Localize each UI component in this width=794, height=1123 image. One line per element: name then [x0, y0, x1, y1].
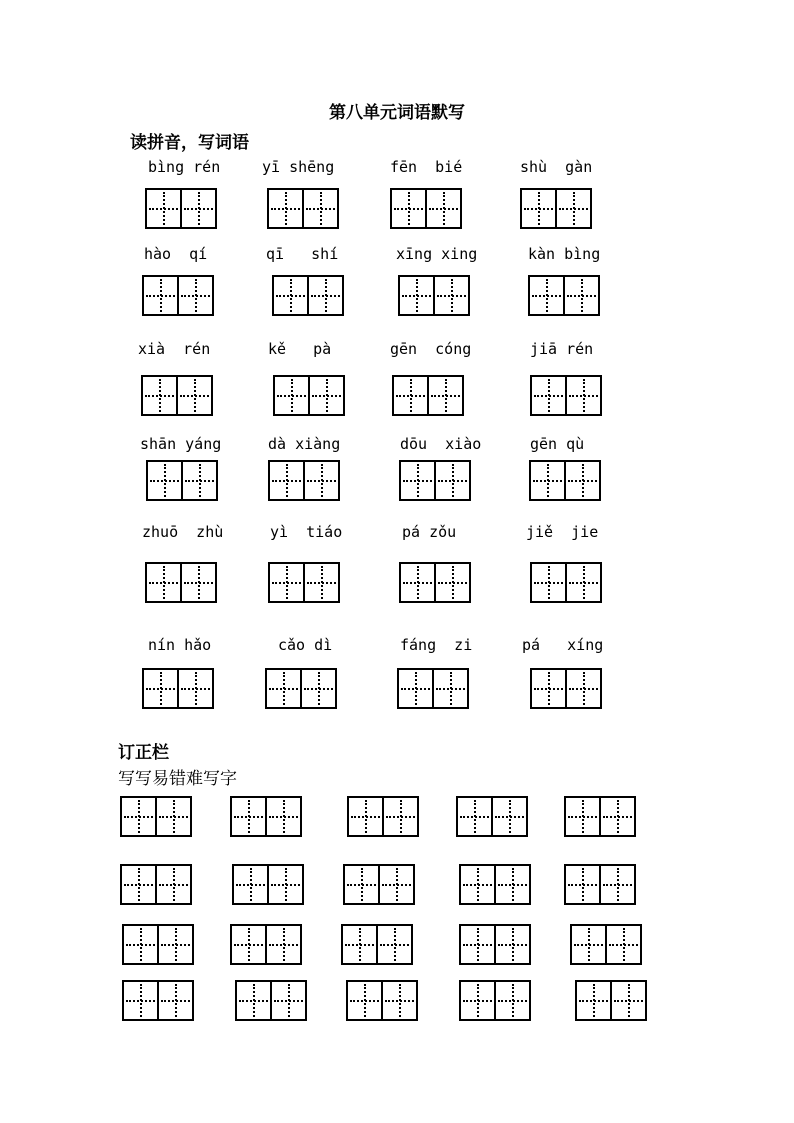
answer-grid[interactable] — [528, 275, 600, 316]
tian-grid-cell[interactable] — [176, 377, 211, 414]
tian-grid-cell[interactable] — [531, 462, 564, 499]
tian-grid-cell[interactable] — [494, 926, 529, 963]
tian-grid-cell[interactable] — [302, 190, 337, 227]
tian-grid-cell[interactable] — [425, 190, 460, 227]
tian-grid-cell[interactable] — [394, 377, 427, 414]
pinyin-label: qī shí — [266, 245, 339, 263]
tian-grid-cell[interactable] — [427, 377, 462, 414]
tian-grid-cell[interactable] — [143, 377, 176, 414]
tian-grid-cell[interactable] — [124, 926, 157, 963]
pinyin-label: gēn cóng — [390, 340, 472, 358]
tian-grid-cell[interactable] — [155, 866, 190, 903]
tian-grid-cell[interactable] — [532, 564, 565, 601]
tian-grid-cell[interactable] — [177, 670, 212, 707]
pinyin-label: fēn bié — [390, 158, 463, 176]
answer-grid[interactable] — [530, 668, 602, 709]
practice-grid[interactable] — [230, 924, 302, 965]
tian-grid-cell[interactable] — [599, 798, 634, 835]
section-heading-dictation: 读拼音，写词语 — [130, 133, 249, 153]
tian-grid-cell[interactable] — [433, 277, 468, 314]
tian-grid-cell[interactable] — [605, 926, 640, 963]
answer-grid[interactable] — [399, 562, 471, 603]
tian-grid-cell[interactable] — [234, 866, 267, 903]
tian-grid-cell[interactable] — [265, 798, 300, 835]
pinyin-label: hào qí — [144, 245, 208, 263]
tian-grid-cell[interactable] — [144, 277, 177, 314]
tian-grid-cell[interactable] — [232, 798, 265, 835]
tian-grid-cell[interactable] — [155, 798, 190, 835]
pinyin-label: cǎo dì — [278, 636, 333, 654]
practice-grid[interactable] — [122, 924, 194, 965]
pinyin-label: pá zǒu — [402, 523, 457, 541]
pinyin-label: yì tiáo — [270, 523, 343, 541]
tian-grid-cell[interactable] — [122, 798, 155, 835]
tian-grid-cell[interactable] — [348, 982, 381, 1019]
tian-grid-cell[interactable] — [432, 670, 467, 707]
pinyin-label: bìng rén — [148, 158, 221, 176]
tian-grid-cell[interactable] — [401, 564, 434, 601]
tian-grid-cell[interactable] — [270, 462, 303, 499]
tian-grid-cell[interactable] — [461, 866, 494, 903]
tian-grid-cell[interactable] — [382, 798, 417, 835]
tian-grid-cell[interactable] — [555, 190, 590, 227]
tian-grid-cell[interactable] — [522, 190, 555, 227]
tian-grid-cell[interactable] — [147, 564, 180, 601]
practice-grid[interactable] — [122, 980, 194, 1021]
pinyin-label: xià rén — [138, 340, 211, 358]
answer-grid[interactable] — [392, 375, 464, 416]
answer-grid[interactable] — [146, 460, 218, 501]
pinyin-label: zhuō zhù — [142, 523, 224, 541]
answer-grid[interactable] — [141, 375, 213, 416]
section-heading-practice: 写写易错难写字 — [118, 769, 237, 789]
tian-grid-cell[interactable] — [177, 277, 212, 314]
pinyin-label: pá xíng — [522, 636, 604, 654]
tian-grid-cell[interactable] — [378, 866, 413, 903]
tian-grid-cell[interactable] — [345, 866, 378, 903]
answer-grid[interactable] — [520, 188, 592, 229]
answer-grid[interactable] — [145, 188, 217, 229]
tian-grid-cell[interactable] — [566, 798, 599, 835]
answer-grid[interactable] — [142, 668, 214, 709]
answer-grid[interactable] — [265, 668, 337, 709]
tian-grid-cell[interactable] — [144, 670, 177, 707]
pinyin-label: dōu xiào — [400, 435, 482, 453]
answer-grid[interactable] — [397, 668, 469, 709]
practice-grid[interactable] — [564, 796, 636, 837]
tian-grid-cell[interactable] — [381, 982, 416, 1019]
tian-grid-cell[interactable] — [399, 670, 432, 707]
practice-grid[interactable] — [570, 924, 642, 965]
practice-grid[interactable] — [456, 796, 528, 837]
answer-grid[interactable] — [268, 562, 340, 603]
answer-grid[interactable] — [272, 275, 344, 316]
tian-grid-cell[interactable] — [563, 277, 598, 314]
tian-grid-cell[interactable] — [400, 277, 433, 314]
tian-grid-cell[interactable] — [566, 866, 599, 903]
tian-grid-cell[interactable] — [461, 926, 494, 963]
practice-grid[interactable] — [564, 864, 636, 905]
tian-grid-cell[interactable] — [180, 564, 215, 601]
pinyin-label: jiě jie — [526, 523, 599, 541]
pinyin-label: dà xiàng — [268, 435, 341, 453]
practice-grid[interactable] — [346, 980, 418, 1021]
tian-grid-cell[interactable] — [267, 866, 302, 903]
pinyin-label: kàn bìng — [528, 245, 601, 263]
tian-grid-cell[interactable] — [494, 866, 529, 903]
tian-grid-cell[interactable] — [461, 982, 494, 1019]
tian-grid-cell[interactable] — [532, 670, 565, 707]
tian-grid-cell[interactable] — [392, 190, 425, 227]
tian-grid-cell[interactable] — [401, 462, 434, 499]
practice-grid[interactable] — [341, 924, 413, 965]
tian-grid-cell[interactable] — [610, 982, 645, 1019]
pinyin-label: fáng zi — [400, 636, 473, 654]
tian-grid-cell[interactable] — [599, 866, 634, 903]
pinyin-label: nín hǎo — [148, 636, 212, 654]
tian-grid-cell[interactable] — [434, 564, 469, 601]
tian-grid-cell[interactable] — [180, 190, 215, 227]
practice-grid[interactable] — [347, 796, 419, 837]
pinyin-label: yī shēng — [262, 158, 335, 176]
tian-grid-cell[interactable] — [565, 564, 600, 601]
tian-grid-cell[interactable] — [157, 926, 192, 963]
tian-grid-cell[interactable] — [343, 926, 376, 963]
answer-grid[interactable] — [398, 275, 470, 316]
pinyin-label: jiā rén — [530, 340, 594, 358]
answer-grid[interactable] — [399, 460, 471, 501]
tian-grid-cell[interactable] — [157, 982, 192, 1019]
tian-grid-cell[interactable] — [376, 926, 411, 963]
answer-grid[interactable] — [390, 188, 462, 229]
tian-grid-cell[interactable] — [232, 926, 265, 963]
tian-grid-cell[interactable] — [270, 982, 305, 1019]
tian-grid-cell[interactable] — [565, 377, 600, 414]
practice-grid[interactable] — [343, 864, 415, 905]
practice-grid[interactable] — [459, 864, 531, 905]
tian-grid-cell[interactable] — [148, 462, 181, 499]
tian-grid-cell[interactable] — [494, 982, 529, 1019]
tian-grid-cell[interactable] — [300, 670, 335, 707]
pinyin-label: shān yáng — [140, 435, 222, 453]
tian-grid-cell[interactable] — [237, 982, 270, 1019]
pinyin-label: shù gàn — [520, 158, 593, 176]
pinyin-label: xīng xing — [396, 245, 478, 263]
tian-grid-cell[interactable] — [565, 670, 600, 707]
tian-grid-cell[interactable] — [572, 926, 605, 963]
practice-grid[interactable] — [232, 864, 304, 905]
tian-grid-cell[interactable] — [349, 798, 382, 835]
practice-grid[interactable] — [230, 796, 302, 837]
practice-grid[interactable] — [459, 924, 531, 965]
tian-grid-cell[interactable] — [267, 670, 300, 707]
tian-grid-cell[interactable] — [122, 866, 155, 903]
tian-grid-cell[interactable] — [303, 564, 338, 601]
tian-grid-cell[interactable] — [564, 462, 599, 499]
tian-grid-cell[interactable] — [577, 982, 610, 1019]
answer-grid[interactable] — [142, 275, 214, 316]
section-heading-correction: 订正栏 — [118, 743, 169, 763]
tian-grid-cell[interactable] — [532, 377, 565, 414]
answer-grid[interactable] — [267, 188, 339, 229]
answer-grid[interactable] — [530, 375, 602, 416]
answer-grid[interactable] — [268, 460, 340, 501]
practice-grid[interactable] — [575, 980, 647, 1021]
tian-grid-cell[interactable] — [434, 462, 469, 499]
pinyin-label: kě pà — [268, 340, 332, 358]
tian-grid-cell[interactable] — [270, 564, 303, 601]
tian-grid-cell[interactable] — [303, 462, 338, 499]
tian-grid-cell[interactable] — [274, 277, 307, 314]
tian-grid-cell[interactable] — [491, 798, 526, 835]
tian-grid-cell[interactable] — [147, 190, 180, 227]
answer-grid[interactable] — [273, 375, 345, 416]
practice-grid[interactable] — [120, 796, 192, 837]
answer-grid[interactable] — [530, 562, 602, 603]
answer-grid[interactable] — [145, 562, 217, 603]
tian-grid-cell[interactable] — [265, 926, 300, 963]
tian-grid-cell[interactable] — [458, 798, 491, 835]
page-title: 第八单元词语默写 — [329, 103, 465, 123]
practice-grid[interactable] — [235, 980, 307, 1021]
practice-grid[interactable] — [459, 980, 531, 1021]
tian-grid-cell[interactable] — [530, 277, 563, 314]
practice-grid[interactable] — [120, 864, 192, 905]
tian-grid-cell[interactable] — [275, 377, 308, 414]
tian-grid-cell[interactable] — [269, 190, 302, 227]
tian-grid-cell[interactable] — [124, 982, 157, 1019]
answer-grid[interactable] — [529, 460, 601, 501]
pinyin-label: gēn qù — [530, 435, 585, 453]
tian-grid-cell[interactable] — [308, 377, 343, 414]
tian-grid-cell[interactable] — [307, 277, 342, 314]
tian-grid-cell[interactable] — [181, 462, 216, 499]
